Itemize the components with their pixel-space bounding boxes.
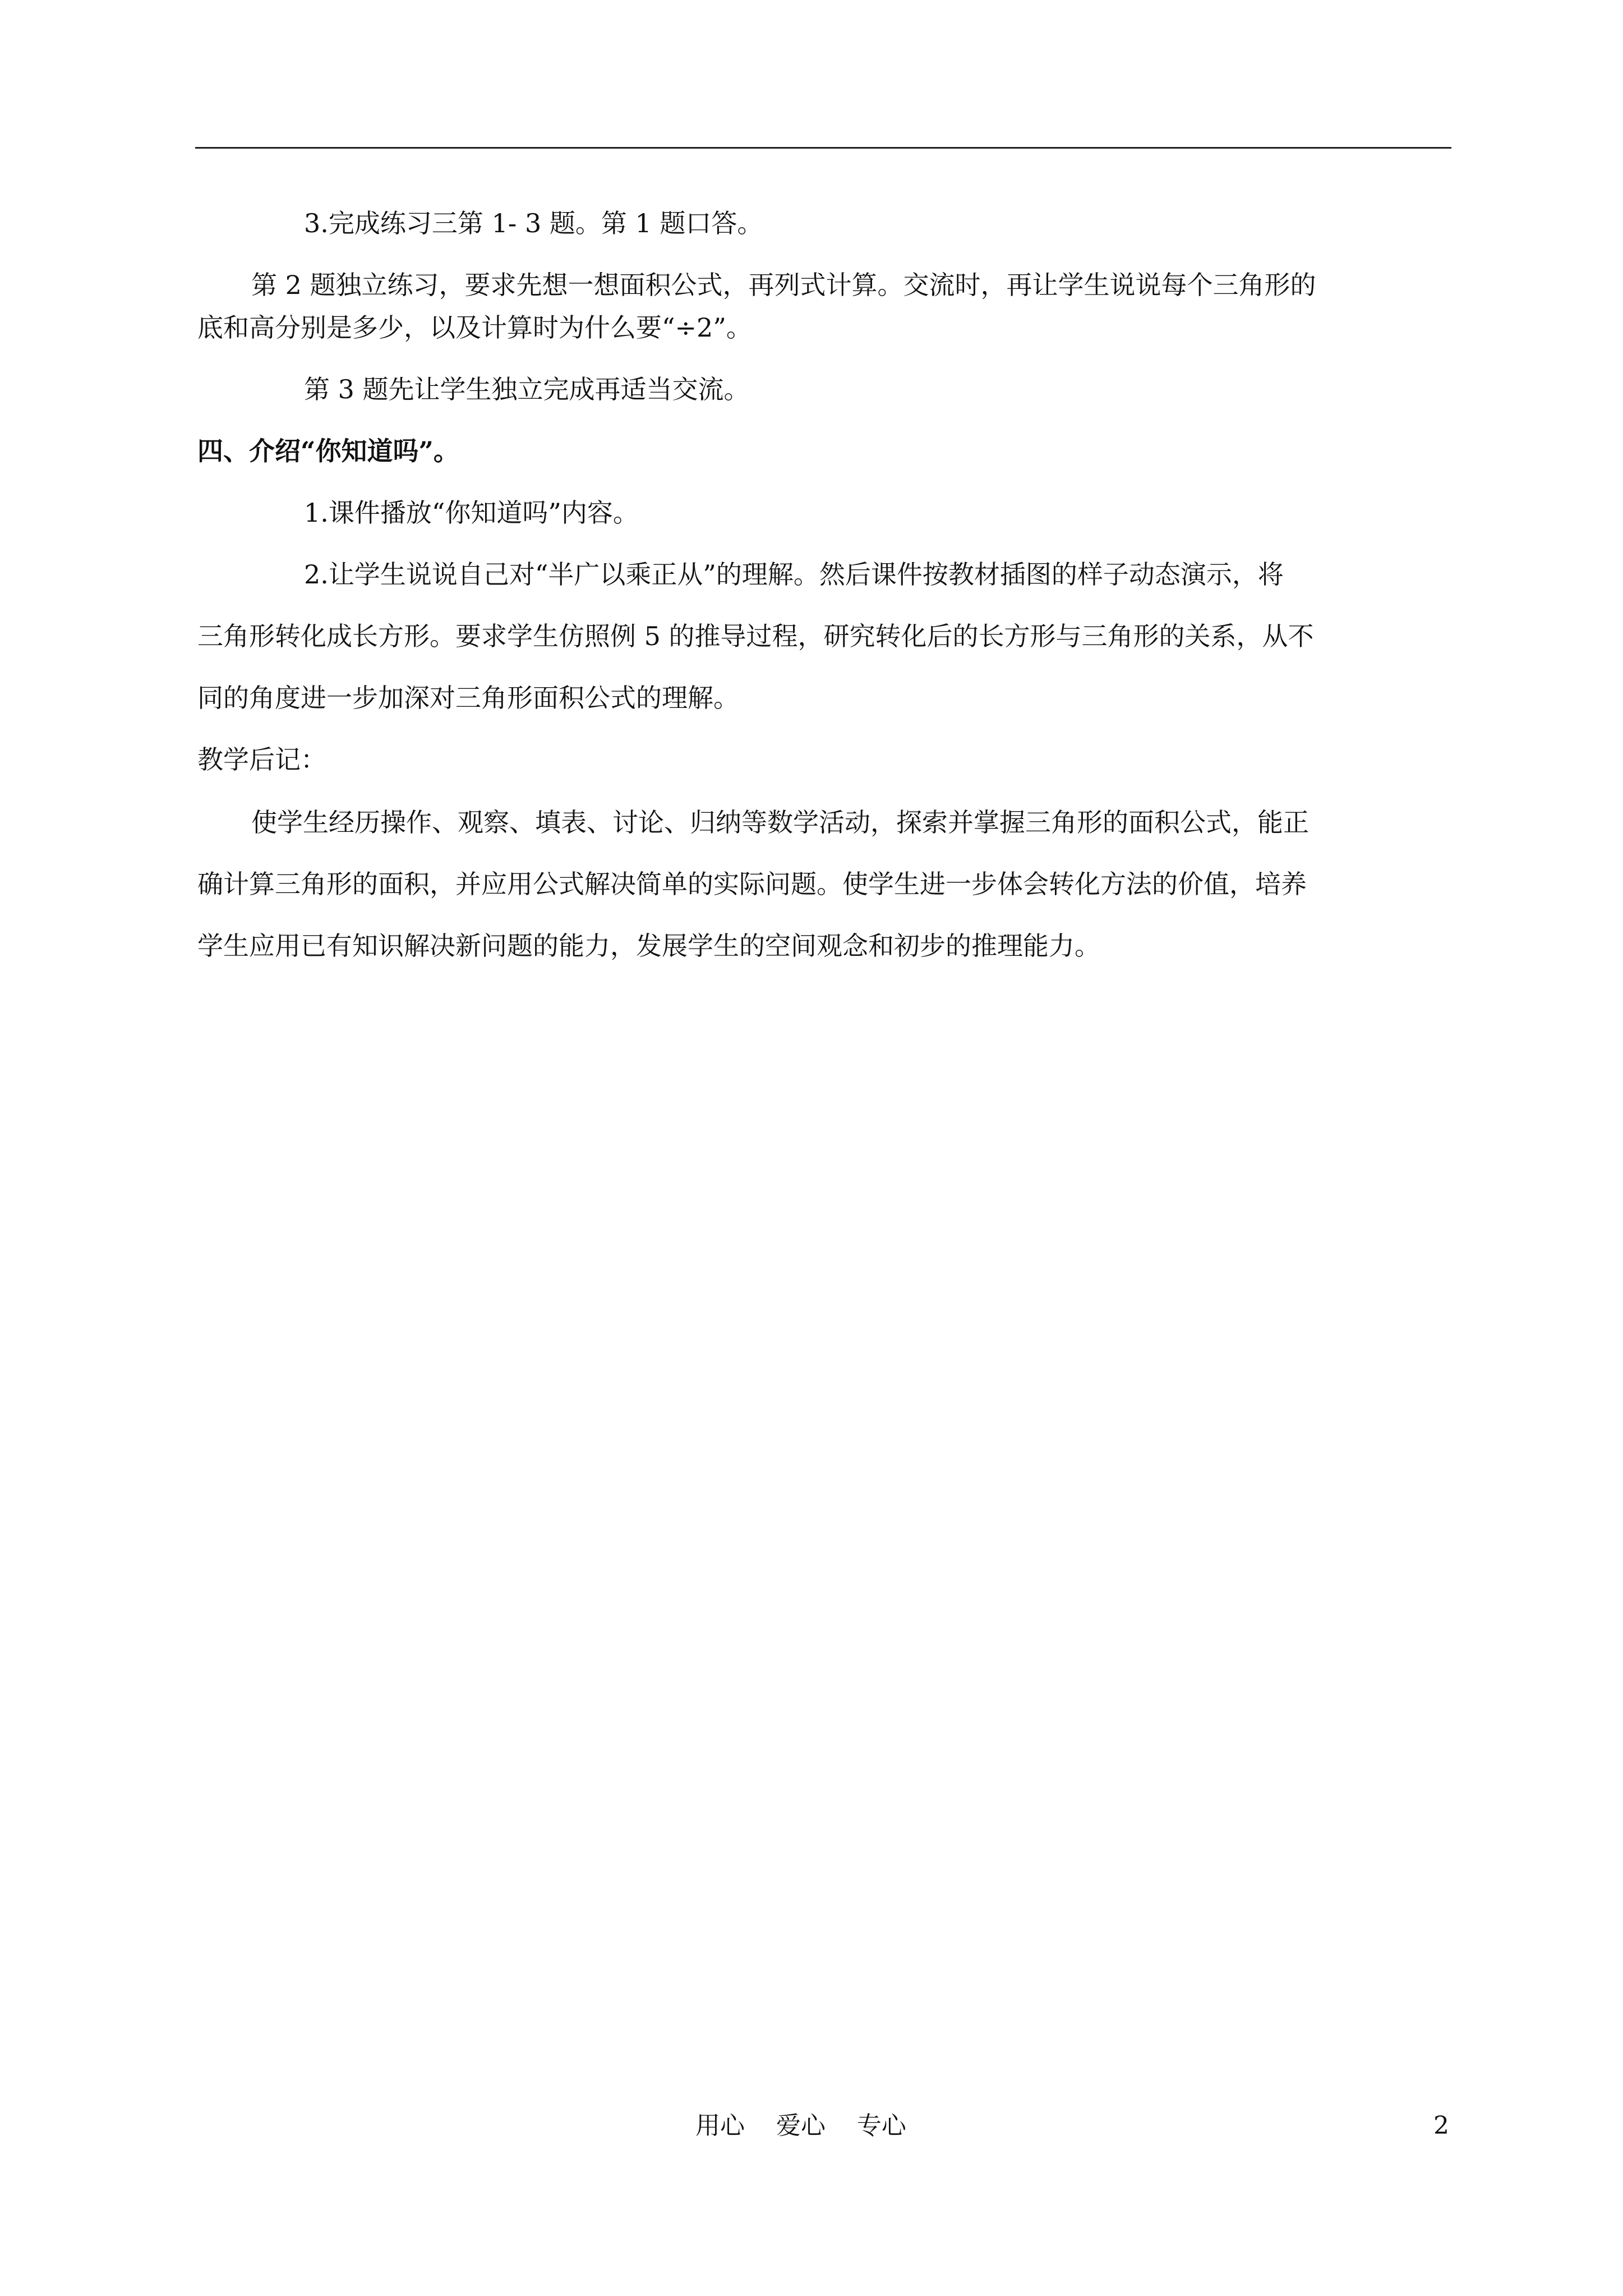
paragraph-exercise-line: 3.完成练习三第 1- 3 题。第 1 题口答。 — [304, 208, 763, 238]
teaching-notes-line1: 使学生经历操作、观察、填表、讨论、归纳等数学活动，探索并掌握三角形的面积公式，能正 — [251, 807, 1309, 838]
teaching-notes-label: 教学后记： — [197, 744, 326, 775]
paragraph-question2-line2: 底和高分别是多少，以及计算时为什么要“÷2”。 — [197, 312, 752, 343]
paragraph-item2-line2: 三角形转化成长方形。要求学生仿照例 5 的推导过程，研究转化后的长方形与三角形的关系，从不 — [197, 621, 1314, 651]
header-rule — [195, 147, 1451, 149]
paragraph-question3-line: 第 3 题先让学生独立完成再适当交流。 — [304, 374, 750, 404]
teaching-notes-line2: 确计算三角形的面积，并应用公式解决简单的实际问题。使学生进一步体会转化方法的价值，培养 — [197, 869, 1307, 899]
teaching-notes-line3: 学生应用已有知识解决新问题的能力，发展学生的空间观念和初步的推理能力。 — [197, 931, 1100, 961]
section-heading: 四、介绍“你知道吗”。 — [197, 436, 459, 466]
document-body — [197, 202, 1451, 967]
paragraph-item2-line1: 2.让学生说说自己对“半广以乘正从”的理解。然后课件按教材插图的样子动态演示，将 — [304, 559, 1284, 590]
paragraph-item2-line3: 同的角度进一步加深对三角形面积公式的理解。 — [197, 683, 739, 713]
paragraph-question2-line1: 第 2 题独立练习，要求先想一想面积公式，再列式计算。交流时，再让学生说说每个三角形的 — [251, 270, 1316, 300]
paragraph-item1-line: 1.课件播放“你知道吗”内容。 — [304, 498, 639, 528]
footer-motto: 用心 爱心 专心 — [695, 2111, 906, 2140]
page-number: 2 — [1433, 2111, 1449, 2140]
